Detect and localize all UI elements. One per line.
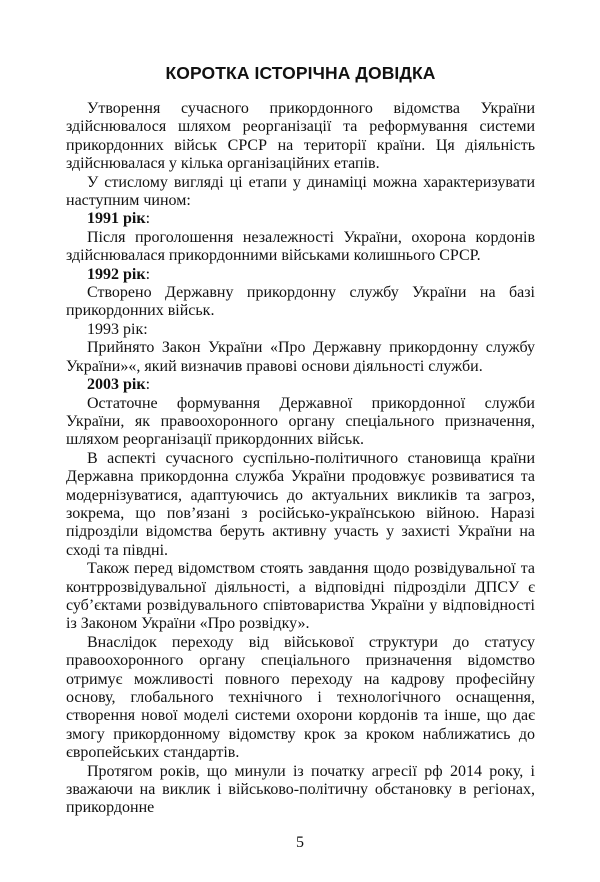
colon: : (145, 376, 151, 394)
page-title: КОРОТКА ІСТОРІЧНА ДОВІДКА (165, 63, 436, 83)
colon: : (143, 320, 148, 338)
paragraph: Остаточне формування Державної прикордонної служби України, як правоохоронного органу спеціального призначення, шляхом реорганізації прикордонних військ. (66, 394, 535, 449)
paragraph: Внаслідок переходу від військової структури до статусу правоохоронного органу спеціального призначення відомство отримує можливості повного переходу на кадрову професійну основу, глобального технічного і технологічного оснащення, створення нової моделі системи охорони кордонів та інше, що дає змогу прикордонному відомству крок за кроком наближатись до європейських стандартів. (66, 633, 535, 762)
year-heading (66, 321, 535, 339)
year-label: 1991 рік (87, 210, 146, 228)
document-page (66, 0, 535, 818)
paragraph: Після проголошення незалежності України, охорона кордонів здійснювалася прикордонними військами колишнього СРСР. (66, 228, 535, 265)
paragraph: Прийнято Закон України «Про Державну прикордонну службу України»«, який визначив правові основи діяльності служби. (66, 339, 535, 375)
paragraph: Протягом років, що минули із початку агресії рф 2014 року, і зважаючи на виклик і військово-політичну обстановку в регіонах, прикордонне (66, 762, 535, 817)
year-heading (66, 210, 535, 228)
paragraph: У стислому вигляді ці етапи у динаміці можна характеризувати наступним чином: (66, 173, 535, 210)
year-label: 2003 рік (87, 376, 146, 394)
year-label: 1992 рік (87, 265, 146, 283)
year-heading (66, 376, 535, 394)
paragraph: Утворення сучасного прикордонного відомства України здійснювалося шляхом реорганізації та реформування системи прикордонних військ СРСР на території країни. Ця діяльність здійснювалася у кілька організаційних етапів. (66, 100, 535, 173)
paragraph: В аспекті сучасного суспільно-політичного становища країни Державна прикордонна служба України продовжує розвиватися та модернізуватися, адаптуючись до актуальних викликів та загроз, зокрема, що пов’язані з російсько-українською війною. Наразі підрозділи відомства беруть активну участь у захисті України на сході та півдні. (66, 449, 535, 559)
paragraph: Також перед відомством стоять завдання щодо розвідувальної та контррозвідувальної діяльності, а відповідні підрозділи ДПСУ є суб’єктами розвідувального співтовариства України у відповідності із Законом України «Про розвідку». (66, 560, 535, 633)
colon: : (145, 210, 151, 228)
year-label: 1993 рік (87, 320, 144, 338)
paragraph: Створено Державну прикордонну службу України на базі прикордонних військ. (66, 284, 535, 320)
colon: : (145, 265, 151, 283)
year-heading (66, 266, 535, 284)
page-number: 5 (296, 833, 304, 851)
